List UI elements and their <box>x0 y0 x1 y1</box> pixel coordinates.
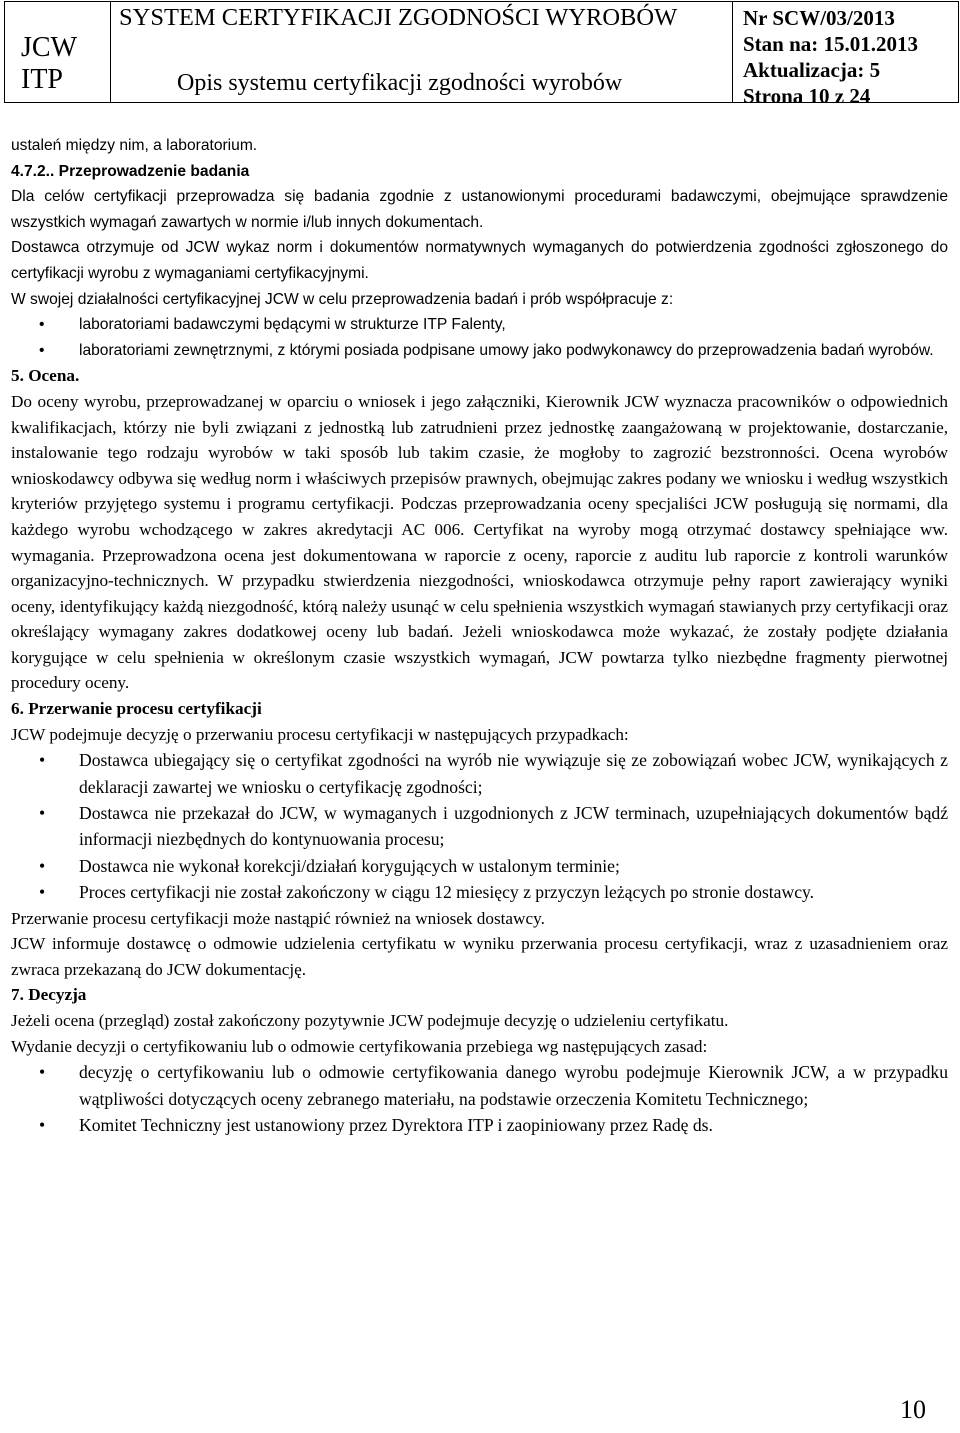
list-interruption-cases <box>11 747 948 905</box>
bullet-icon: • <box>39 855 46 876</box>
header-org-line2: ITP <box>21 64 63 95</box>
bullet-icon: • <box>39 1115 46 1136</box>
paragraph-interruption-request: Przerwanie procesu certyfikacji może nastąpić również na wniosek dostawcy. <box>11 908 545 928</box>
list-item: • laboratoriami zewnętrznymi, z którymi posiada podpisane umowy jako podwykonawcy do przeprowadzenia badań wyrobów. <box>11 338 948 364</box>
header-org-cell <box>5 2 111 102</box>
header-state-date: Stan na: 15.01.2013 <box>743 32 919 56</box>
document-body <box>11 133 948 1138</box>
document-header <box>4 1 959 108</box>
header-meta-cell <box>733 2 958 108</box>
heading-6-interruption: 6. Przerwanie procesu certyfikacji <box>11 699 262 719</box>
list-item: • Proces certyfikacji nie został zakończony w ciągu 12 miesięcy z przyczyn leżących po stronie dostawcy. <box>11 879 948 905</box>
paragraph-assessment: Do oceny wyrobu, przeprowadzanej w oparciu o wniosek i jego załączniki, Kierownik JCW wyznacza pracowników o odpowiednich kwalifikacjach, którzy nie byli związani z jednostką lub zatrudnieni przez jednostkę zaangażowaną w projektowanie, dostarczanie, instalowanie tego rodzaju wyrobów w taki sposób lub takim czasie, że mogłoby to zagrozić bezstronności. Ocena wyrobów wnioskodawcy odbywa się według norm i właściwych przepisów prawnych, obejmując zakres podany we wniosku i według wszystkich kryteriów przyjętego systemu i programu certyfikacji. Podczas przeprowadzania oceny specjaliści JCW posługują się normami, dla każdego wyrobu wchodzącego w zakres akredytacji AC 006. Certyfikat na wyroby mogą otrzymać dostawcy spełniające ww. wymagania. Przeprowadzona ocena jest dokumentowana w raporcie z oceny, raporcie z auditu lub raporcie z kontroli warunków organizacyjno-technicznych. W przypadku stwierdzenia niezgodności, wnioskodawca otrzymuje pełny raport zawierający wyniki oceny, identyfikujący każdą niezgodność, którą należy usunąć w celu spełnienia wszystkich wymagań stawianych przy certyfikacji oraz określający wymagany zakres dodatkowej oceny lub badań. Jeżeli wnioskodawca może wykazać, że zostały podjęte działania korygujące w celu spełnienia w określonym czasie wszystkich wymagań, JCW powtarza tylko niezbędne fragmenty pierwotnej procedury oceny. <box>11 391 948 693</box>
paragraph-decision-rules-intro: Wydanie decyzji o certyfikowaniu lub o odmowie certyfikowania przebiega wg następujących zasad: <box>11 1036 708 1056</box>
paragraph-continuation: ustaleń między nim, a laboratorium. <box>11 137 258 154</box>
page-number: 10 <box>900 1395 926 1424</box>
bullet-icon: • <box>39 750 46 771</box>
header-doc-title: Opis systemu certyfikacji zgodności wyrobów <box>177 70 623 96</box>
header-title-cell <box>111 2 733 102</box>
bullet-icon: • <box>39 316 45 334</box>
header-update: Aktualizacja: 5 <box>743 58 881 82</box>
list-item: • Komitet Techniczny jest ustanowiony przez Dyrektora ITP i zaopiniowany przez Radę ds. <box>11 1112 948 1138</box>
heading-5-ocena: 5. Ocena. <box>11 366 80 386</box>
list-item: • Dostawca nie wykonał korekcji/działań korygujących w ustalonym terminie; <box>11 853 948 879</box>
header-doc-number: Nr SCW/03/2013 <box>743 6 895 30</box>
bullet-icon: • <box>39 341 45 359</box>
bullet-icon: • <box>39 882 46 903</box>
list-item: • decyzję o certyfikowaniu lub o odmowie certyfikowania danego wyrobu podejmuje Kierownik JCW, a w przypadku wątpliwości dotyczących oceny zebranego materiału, na podstawie orzeczenia Komitetu Technicznego; <box>11 1059 948 1112</box>
list-decision-rules <box>11 1059 948 1138</box>
list-item: • Dostawca ubiegający się o certyfikat zgodności na wyrób nie wywiązuje się ze zobowiązań wobec JCW, wynikających z deklaracji zawartej we wniosku o certyfikację zgodności; <box>11 747 948 800</box>
header-page-of: Strona 10 z 24 <box>743 84 871 108</box>
list-item: • Dostawca nie przekazał do JCW, w wymaganych i uzgodnionych z JCW terminach, uzupełniających dokumentów bądź informacji niezbędnych do kontynuowania procesu; <box>11 800 948 853</box>
bullet-icon: • <box>39 1062 46 1083</box>
list-laboratories <box>11 312 948 363</box>
paragraph-decision: Jeżeli ocena (przegląd) został zakończony pozytywnie JCW podejmuje decyzję o udzieleniu certyfikatu. <box>11 1011 729 1031</box>
header-org-line1: JCW <box>21 32 77 63</box>
heading-4-7-2: 4.7.2.. Przeprowadzenie badania <box>11 162 250 180</box>
list-item: • laboratoriami badawczymi będącymi w strukturze ITP Falenty, <box>11 312 948 338</box>
header-system-title: SYSTEM CERTYFIKACJI ZGODNOŚCI WYROBÓW <box>119 4 678 31</box>
bullet-icon: • <box>39 803 46 824</box>
paragraph-interruption-intro: JCW podejmuje decyzję o przerwaniu procesu certyfikacji w następujących przypadkach: <box>11 724 629 744</box>
paragraph-norms-list: Dostawca otrzymuje od JCW wykaz norm i dokumentów normatywnych wymaganych do potwierdzenia zgodności zgłoszonego do certyfikacji wyrobu z wymaganiami certyfikacyjnymi. <box>11 239 948 282</box>
heading-7-decision: 7. Decyzja <box>11 985 87 1005</box>
paragraph-testing-purpose: Dla celów certyfikacji przeprowadza się badania zgodnie z ustanowionymi procedurami badawczymi, obejmujące sprawdzenie wszystkich wymagań zawartych w normie i/lub innych dokumentach. <box>11 188 948 231</box>
paragraph-refusal-info: JCW informuje dostawcę o odmowie udzielenia certyfikatu w wyniku przerwania procesu certyfikacji, wraz z uzasadnieniem oraz zwraca przekazaną do JCW dokumentację. <box>11 934 948 979</box>
paragraph-cooperation: W swojej działalności certyfikacyjnej JCW w celu przeprowadzenia badań i prób współpracuje z: <box>11 290 674 308</box>
